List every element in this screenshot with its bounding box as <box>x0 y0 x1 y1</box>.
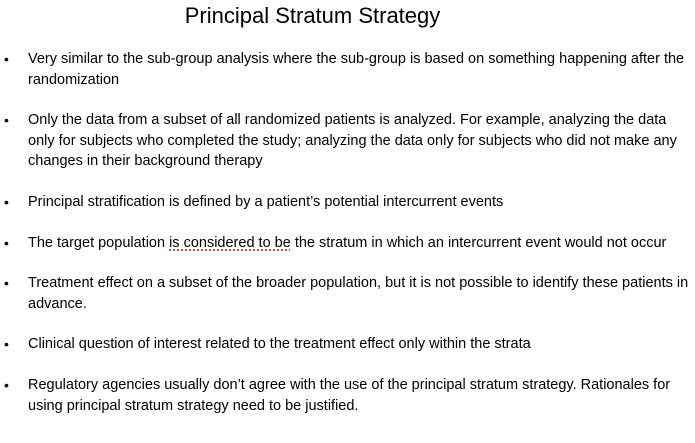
bullet-item <box>0 273 695 314</box>
bullet-text-before: The target population <box>28 234 170 251</box>
bullet-item <box>0 334 695 355</box>
bullet-text: Clinical question of interest related to the treatment effect only within the strata <box>28 336 531 353</box>
bullet-dot-icon: • <box>4 336 9 353</box>
bullet-text-after: the stratum in which an intercurrent event would not occur <box>290 234 667 251</box>
bullet-text: Very similar to the sub-group analysis where the sub-group is based on something happening after the randomization <box>28 51 685 88</box>
bullet-dot-icon: • <box>4 51 9 67</box>
bullet-item <box>0 192 695 213</box>
bullet-dot-icon: • <box>4 275 9 292</box>
grammar-flagged-phrase[interactable]: is considered to be <box>169 234 291 251</box>
bullet-dot-icon: • <box>4 193 9 210</box>
bullet-list <box>0 49 695 436</box>
bullet-item <box>0 49 695 90</box>
bullet-text: Treatment effect on a subset of the broader population, but it is not possible to identify these patients in advance. <box>28 275 689 312</box>
bullet-item <box>0 233 695 254</box>
bullet-dot-icon: • <box>4 234 9 251</box>
bullet-item <box>0 110 695 172</box>
bullet-text: Principal stratification is defined by a patient’s potential intercurrent events <box>28 193 504 210</box>
bullet-item <box>0 375 695 416</box>
bullet-dot-icon: • <box>4 112 9 129</box>
bullet-text: Regulatory agencies usually don’t agree with the use of the principal stratum strategy. Rationales for using principal stratum strategy need to be justified. <box>28 376 671 414</box>
bullet-dot-icon: • <box>4 376 9 393</box>
bullet-text: Only the data from a subset of all randomized patients is analyzed. For example, analyzing the data only for subjects who completed the study; analyzing the data only for subjects who did not make any changes in their background therapy <box>28 112 677 170</box>
slide-title: Principal Stratum Strategy <box>184 3 441 28</box>
